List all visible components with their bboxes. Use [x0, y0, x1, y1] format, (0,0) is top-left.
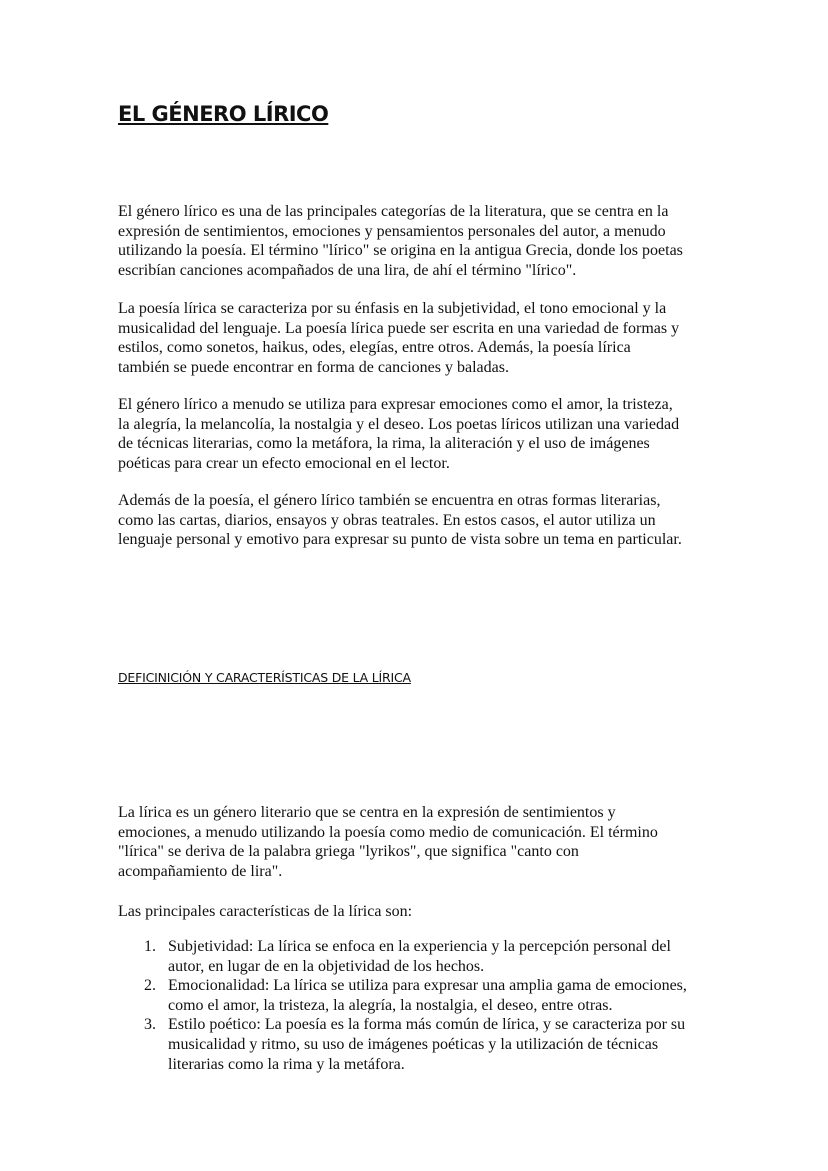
text-line: musicalidad y ritmo, su uso de imágenes poéticas y la utilización de técnicas [168, 1035, 659, 1053]
text-line: utilizando la poesía. El término "lírico" se origina en la antigua Grecia, donde los poetas [118, 242, 683, 260]
text-line: como las cartas, diarios, ensayos y obras teatrales. En estos casos, el autor utiliza un [118, 511, 656, 529]
text-line: acompañamiento de lira". [118, 862, 283, 880]
text-line: de técnicas literarias, como la metáfora, la rima, la aliteración y el uso de imágenes [118, 435, 650, 453]
paragraph-list-intro [118, 902, 412, 922]
text-line: Las principales características de la lírica son: [118, 903, 413, 920]
section-heading: DEFICINICIÓN Y CARACTERÍSTICAS DE LA LÍRICA [118, 670, 411, 685]
list-number: 3. [144, 1016, 156, 1034]
paragraph-intro [118, 202, 683, 280]
text-line: "lírica" se deriva de la palabra griega "lyrikos", que significa "canto con [118, 843, 579, 861]
text-line: lenguaje personal y emotivo para expresar su punto de vista sobre un tema en particular. [118, 531, 682, 549]
text-line: como el amor, la tristeza, la alegría, la nostalgia, el deseo, entre otras. [168, 996, 613, 1014]
text-line: El género lírico a menudo se utiliza para expresar emociones como el amor, la tristeza, [118, 396, 673, 413]
document-title: EL GÉNERO LÍRICO [118, 102, 329, 126]
text-line: Subjetividad: La lírica se enfoca en la experiencia y la percepción personal del [168, 938, 671, 955]
characteristics-list [118, 937, 687, 1074]
list-item [118, 976, 687, 1015]
text-line: emociones, a menudo utilizando la poesía como medio de comunicación. El término [118, 823, 658, 841]
paragraph-emotions [118, 395, 679, 473]
text-line: musicalidad del lenguaje. La poesía lírica puede ser escrita en una variedad de formas y [118, 319, 680, 337]
paragraph-other-forms [118, 491, 682, 550]
text-line: también se puede encontrar en forma de canciones y baladas. [118, 358, 509, 376]
list-item [118, 937, 687, 976]
paragraph-characteristics [118, 299, 679, 377]
text-line: literarias como la rima y la metáfora. [168, 1055, 405, 1073]
text-line: Estilo poético: La poesía es la forma más común de lírica, y se caracteriza por su [168, 1016, 686, 1034]
text-line: la alegría, la melancolía, la nostalgia y el deseo. Los poetas líricos utilizan una variedad [118, 415, 680, 433]
text-line: poéticas para crear un efecto emocional en el lector. [118, 454, 450, 472]
list-item [118, 1015, 687, 1074]
text-line: Además de la poesía, el género lírico también se encuentra en otras formas literarias, [118, 492, 661, 509]
text-line: escribían canciones acompañados de una lira, de ahí el término "lírico". [118, 261, 577, 279]
text-line: La lírica es un género literario que se centra en la expresión de sentimientos y [118, 804, 616, 821]
text-line: expresión de sentimientos, emociones y pensamientos personales del autor, a menudo [118, 222, 666, 240]
text-line: autor, en lugar de en la objetividad de los hechos. [168, 957, 485, 975]
paragraph-definition [118, 803, 658, 881]
text-line: Emocionalidad: La lírica se utiliza para expresar una amplia gama de emociones, [168, 977, 687, 995]
text-line: La poesía lírica se caracteriza por su énfasis en la subjetividad, el tono emocional y la [118, 300, 667, 317]
list-number: 2. [144, 977, 156, 995]
text-line: estilos, como sonetos, haikus, odes, elegías, entre otros. Además, la poesía lírica [118, 339, 631, 357]
list-number: 1. [144, 938, 156, 955]
text-line: El género lírico es una de las principales categorías de la literatura, que se centra en la [118, 203, 669, 220]
